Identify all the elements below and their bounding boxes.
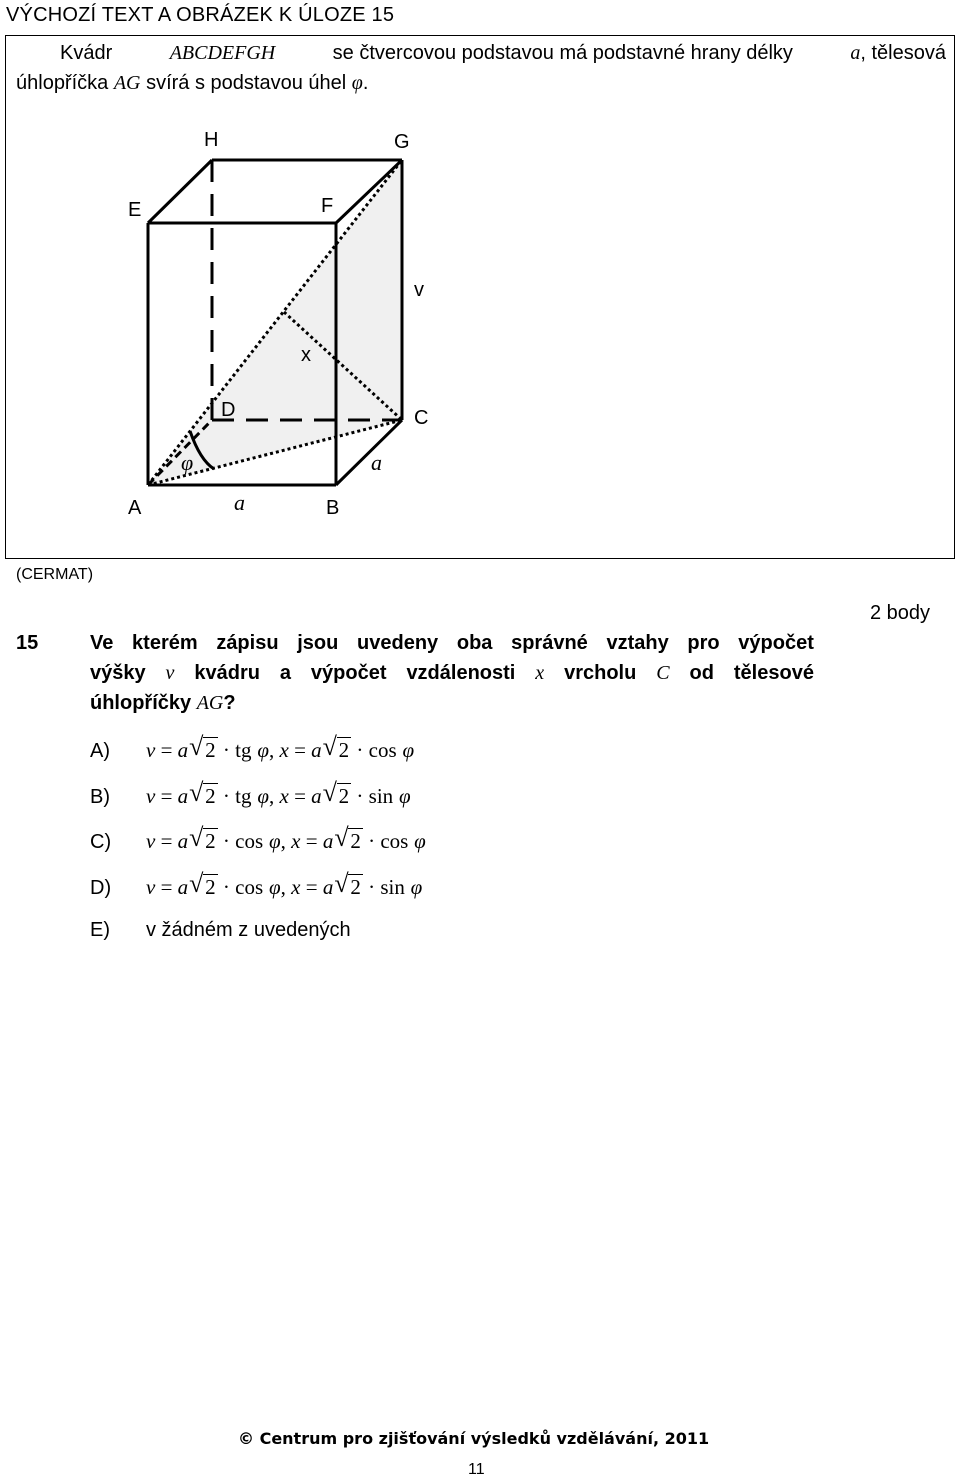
intro-text-d: úhlopříčka	[16, 72, 109, 94]
source-note: (CERMAT)	[16, 566, 94, 583]
label-a-right: a	[371, 450, 382, 475]
label-g: G	[394, 131, 410, 153]
q-word: úhlopříčky	[90, 692, 192, 714]
q-word: vzdálenosti	[406, 662, 516, 684]
q-word: tělesové	[733, 662, 814, 684]
label-e: E	[128, 199, 142, 221]
option-e-text[interactable]: v žádném z uvedených	[146, 919, 351, 941]
label-v: v	[414, 279, 424, 301]
option-letter[interactable]: C)	[90, 831, 112, 853]
q-word: kvádru	[194, 662, 260, 684]
q-word: uvedeny	[357, 632, 439, 654]
q-word: Ve	[90, 632, 114, 654]
edge-eh	[148, 160, 212, 223]
q-word: výpočet	[310, 662, 387, 684]
intro-text-b: se čtvercovou podstavou má podstavné hrany délky	[332, 42, 793, 64]
q-var-v: v	[165, 662, 175, 684]
q-word: vztahy	[606, 632, 669, 654]
label-b: B	[326, 497, 340, 519]
intro-var-a: a	[850, 42, 861, 64]
intro-var-phi: φ	[351, 72, 363, 94]
label-a-bottom: a	[234, 490, 245, 515]
sqrt-icon: √ 2	[322, 732, 350, 762]
sqrt-icon: √ 2	[189, 778, 216, 808]
q-word: správné	[511, 632, 588, 654]
option-letter[interactable]: B)	[90, 786, 110, 808]
label-h: H	[204, 129, 219, 151]
sqrt-icon: √ 2	[322, 778, 350, 808]
intro-var-a-group	[850, 42, 946, 65]
sqrt-icon: √ 2	[334, 869, 361, 899]
q-end: ?	[223, 692, 236, 714]
intro-math-abcdefgh: ABCDEFGH	[169, 42, 276, 64]
label-x: x	[301, 344, 311, 366]
section-heading: VÝCHOZÍ TEXT A OBRÁZEK K ÚLOZE 15	[6, 4, 395, 26]
intro-text-c: , tělesová	[860, 42, 946, 64]
q-var-c: C	[656, 662, 670, 684]
label-a: A	[128, 497, 142, 519]
sqrt-icon: √ 2	[189, 823, 216, 853]
label-phi: φ	[181, 450, 194, 475]
option-letter[interactable]: A)	[90, 740, 110, 762]
intro-text-e: svírá s podstavou úhel	[146, 72, 347, 94]
sqrt-icon: √ 2	[189, 869, 216, 899]
q-word: pro	[687, 632, 720, 654]
option-formula[interactable]: v = a √ 2 · cos φ, x = a √ 2 · sin φ	[146, 869, 423, 899]
question-line-1	[90, 632, 814, 655]
label-d: D	[221, 399, 236, 421]
option-formula[interactable]: v = a √ 2 · tg φ, x = a √ 2 · cos φ	[146, 732, 415, 762]
q-word: oba	[456, 632, 493, 654]
footer-copyright: © Centrum pro zjišťování výsledků vzdělávání, 2011	[238, 1429, 710, 1448]
page-number: 11	[468, 1461, 485, 1478]
points-label: 2 body	[870, 602, 931, 624]
q-word: výšky	[90, 662, 146, 684]
question-line-2	[90, 662, 814, 685]
q-word: vrcholu	[564, 662, 637, 684]
label-f: F	[321, 195, 334, 217]
question-line-3	[90, 692, 236, 715]
q-math-ag: AG	[196, 692, 224, 714]
q-word: kterém	[132, 632, 198, 654]
q-word: od	[689, 662, 714, 684]
sqrt-icon: √ 2	[334, 823, 361, 853]
intro-line-2	[16, 72, 368, 95]
q-word: a	[279, 662, 291, 684]
intro-line-1	[60, 42, 946, 65]
intro-text-a: Kvádr	[60, 42, 113, 64]
intro-end: .	[362, 72, 369, 94]
q-word: jsou	[297, 632, 339, 654]
option-e-letter[interactable]: E)	[90, 919, 110, 941]
q-word: výpočet	[738, 632, 814, 654]
q-word: zápisu	[216, 632, 279, 654]
question-number: 15	[16, 632, 39, 654]
cuboid-diagram	[0, 100, 960, 530]
sqrt-icon: √ 2	[189, 732, 216, 762]
q-var-x: x	[535, 662, 545, 684]
label-c: C	[414, 407, 429, 429]
option-letter[interactable]: D)	[90, 877, 112, 899]
option-formula[interactable]: v = a √ 2 · cos φ, x = a √ 2 · cos φ	[146, 823, 426, 853]
intro-math-ag: AG	[113, 72, 141, 94]
option-formula[interactable]: v = a √ 2 · tg φ, x = a √ 2 · sin φ	[146, 778, 411, 808]
